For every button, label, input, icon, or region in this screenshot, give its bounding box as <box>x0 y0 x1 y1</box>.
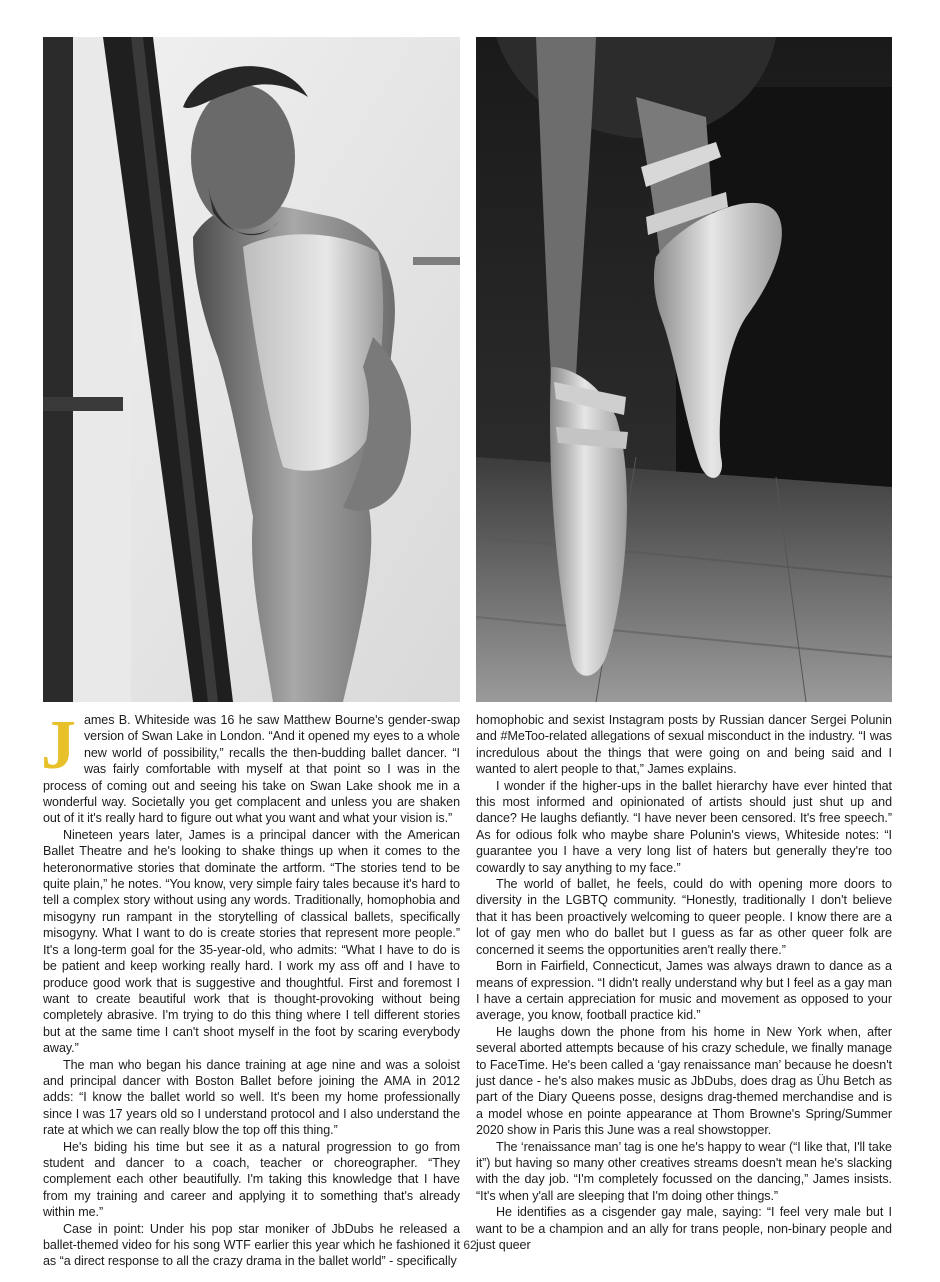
article-column-left <box>41 707 460 1270</box>
article-paragraph: I wonder if the higher-ups in the ballet hierarchy have ever hinted that this most informed and opinionated of artists should just shut up and dance? He laughs defiantly. “I have never been censored. It's free speech.” As for odious folk who maybe share Polunin's views, Whiteside notes: “I guarantee you I have a very long list of haters but generally they're too cowardly to say anything to my face.” <box>476 778 892 875</box>
photo-dancer-portrait-icon <box>43 37 460 702</box>
article-paragraph: He laughs down the phone from his home in New York when, after several aborted attempts because of his crazy schedule, we finally manage to FaceTime. He's been called a ‘gay renaissance man’ because he doesn't just dance - he's also makes music as JbDubs, does drag as Ühu Betch as part of the Diary Queens posse, designs drag-themed merchandise and is a model whose en pointe appearance at Thom Browne's Spring/Summer 2020 show in Paris this June was a real showstopper. <box>476 1024 892 1138</box>
article-paragraph: homophobic and sexist Instagram posts by Russian dancer Sergei Polunin and #MeToo-related allegations of sexual misconduct in the industry. “I was incredulous about the things that were going on and being said and I wanted to alert people to that,” James explains. <box>476 713 892 777</box>
dancer-portrait-photo <box>43 37 460 702</box>
article-paragraph: He identifies as a cisgender gay male, saying: “I feel very male but I want to be a champion and an ally for trans people, non-binary people and just queer <box>476 1205 892 1252</box>
article-paragraph: James B. Whiteside was 16 he saw Matthew Bourne's gender-swap version of Swan Lake in London. “And it opened my eyes to a whole new world of possibility,” recalls the then-budding ballet dancer. “I was fairly comfortable with myself at that point so I was in the process of coming out and seeing his take on Swan Lake shook me in a wonderful way. Societally you get complacent and unless you are shaken out of it it's really hard to figure out what you want and what your vision is.” <box>41 707 460 826</box>
article-paragraph: Nineteen years later, James is a principal dancer with the American Ballet Theatre and he's looking to shake things up when it comes to the heteronormative stories that dominate the artform. “The stories tend to be quite plain,” he notes. “You know, very simple fairy tales because it's hard to tell a complex story without using any words. Traditionally, homophobia and misogyny run rampant in the storytelling of classical ballets, specifically misogyny. What I want to do is create stories that represent more people.” It's a long-term goal for the 35-year-old, who admits: “What I have to do is be patient and keep working really hard. I work my ass off and I have to produce good work that is suggestive and thoughtful. First and foremost I want to create beautiful work that is thought-provoking without being completely abrasive. I'm trying to do this thing where I tell different stories but at the same time I can't shoot myself in the foot by scaring everybody away.” <box>43 827 460 1056</box>
drop-cap: J <box>41 707 76 784</box>
pointe-shoes-photo <box>476 37 892 702</box>
photo-pointe-shoes-icon <box>476 37 892 702</box>
article-paragraph: He's biding his time but see it as a natural progression to go from student and dancer to a coach, teacher or choreographer. “They complement each other beautifully. I'm taking this knowledge that I have from my training and career and applying it to something that's already within me.” <box>43 1139 460 1220</box>
article-paragraph: The world of ballet, he feels, could do with opening more doors to diversity in the LGBTQ community. “Honestly, traditionally I don't believe that it has been proactively welcoming to queer people. I know there are a lot of gay men who do ballet but I guess as far as other queer folk are concerned it seems the opportunities aren't really there.” <box>476 877 892 957</box>
article-paragraph: Born in Fairfield, Connecticut, James was always drawn to dance as a means of expression. “I didn't really understand why but I feel as a gay man I have a certain appreciation for music and movement as opposed to your average, you know, football practice kid.” <box>476 959 892 1023</box>
article-paragraph: The man who began his dance training at age nine and was a soloist and principal dancer with Boston Ballet before joining the AMA in 2012 adds: “I know the ballet world so well. It's been my home professionally since I was 17 years old so I understand protocol and I also understand the rate at which we can really blow the top off this thing.” <box>43 1057 460 1138</box>
article-column-right <box>476 712 892 1253</box>
page-number: 62 <box>463 1238 477 1252</box>
article-paragraph: The ‘renaissance man’ tag is one he's happy to wear (“I like that, I'll take it”) but having so many other creatives streams doesn't mean he's slacking with the day job. “I'm completely focussed on the dancing,” James insists. “It's when y'all are sleeping that I'm doing other things.” <box>476 1139 892 1203</box>
article-paragraph: Case in point: Under his pop star moniker of JbDubs he released a ballet-themed video for his song WTF earlier this year which he fashioned it as “a direct response to all the crazy drama in the ballet world” - specifically <box>43 1221 460 1269</box>
